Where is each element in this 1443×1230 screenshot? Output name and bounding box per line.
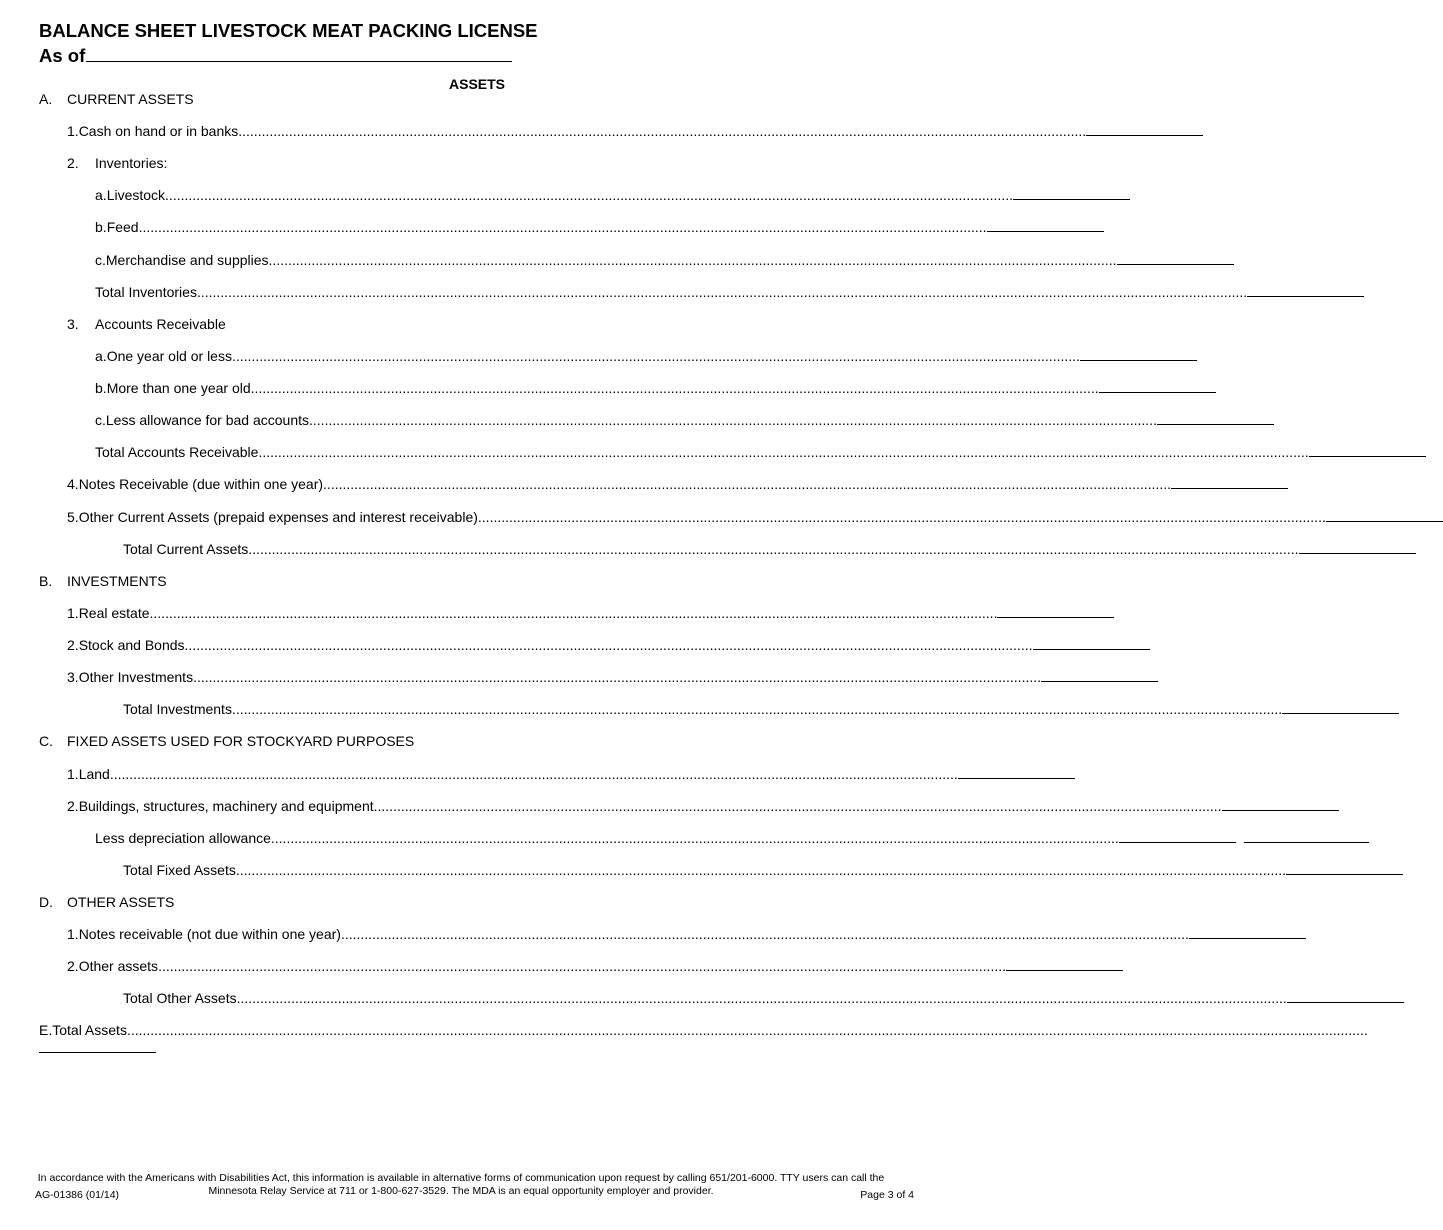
leader-dots: .......................................................................................................................................................................................................................... — [323, 476, 1171, 492]
ada-notice: In accordance with the Americans with Disabilities Act, this information is available in alternative forms of communication upon request by calling 651/201-6000. TTY users can call the Minnesota Relay Service at 711 or 1-800-627-3529. The MDA is an equal opportunity employer and provider. — [37, 1172, 885, 1197]
total-assets-amount-field[interactable] — [39, 1039, 156, 1053]
amount-field[interactable] — [1080, 347, 1197, 361]
line-total-investments: Total Investments .............................................................................................................................................................................................................................................................................. — [123, 700, 820, 718]
line-merchandise: c. Merchandise and supplies .......................................................................................................................................................................................................................... — [95, 251, 577, 269]
amount-field[interactable] — [1006, 957, 1123, 971]
line-stock-bonds: 2. Stock and Bonds .......................................................................................................................................................................................................................... — [67, 636, 702, 654]
line-feed: b. Feed .......................................................................................................................................................................................................................... — [95, 218, 578, 236]
amount-field[interactable] — [1326, 508, 1443, 522]
line-total-other-assets: Total Other Assets .............................................................................................................................................................................................................................................................................. — [123, 989, 829, 1007]
leader-dots: .......................................................................................................................................................................................................................... — [109, 766, 958, 782]
leader-dots: .......................................................................................................................................................................................................................... — [270, 830, 1119, 846]
amount-field[interactable] — [1013, 186, 1130, 200]
amount-field[interactable] — [1222, 797, 1339, 811]
amount-field[interactable] — [1299, 540, 1416, 554]
amount-field[interactable] — [1086, 122, 1203, 136]
leader-dots: .......................................................................................................................................................................................................................... — [165, 187, 1013, 203]
leader-dots: .......................................................................................................................................................................................................................... — [340, 926, 1189, 942]
amount-field[interactable] — [1286, 861, 1403, 875]
section-c-heading: C. FIXED ASSETS USED FOR STOCKYARD PURPOSES — [39, 733, 415, 749]
amount-field[interactable] — [1041, 668, 1158, 682]
page-number: Page 3 of 4 — [860, 1189, 914, 1201]
leader-dots: .......................................................................................................................................................................................................................... — [184, 637, 1033, 653]
line-other-current-assets: 5. Other Current Assets (prepaid expenses and interest receivable) .......................................................................................................................................................................................................................... — [67, 508, 697, 526]
line-total-accounts-receivable: Total Accounts Receivable .............................................................................................................................................................................................................................................................................. — [95, 443, 824, 461]
as-of-line — [39, 44, 512, 67]
amount-field[interactable] — [1117, 251, 1234, 265]
amount-field[interactable] — [1171, 475, 1288, 489]
line-total-current-assets: Total Current Assets .............................................................................................................................................................................................................................................................................. — [123, 540, 822, 558]
leader-dots: .......................................................................................................................................................................................................................... — [268, 252, 1117, 268]
section-b-heading: B. INVESTMENTS — [39, 573, 167, 589]
line-total-fixed-assets: Total Fixed Assets .............................................................................................................................................................................................................................................................................. — [123, 861, 821, 879]
line-other-assets: 2. Other assets .......................................................................................................................................................................................................................... — [67, 957, 707, 975]
line-accounts-receivable: 3. Accounts Receivable — [67, 316, 226, 332]
line-real-estate: 1. Real estate .......................................................................................................................................................................................................................... — [67, 604, 706, 622]
amount-field[interactable] — [1189, 925, 1306, 939]
line-cash: 1. Cash on hand or in banks .......................................................................................................................................................................................................................... — [67, 122, 701, 140]
amount-field[interactable] — [1287, 989, 1404, 1003]
leader-dots: .......................................................................................................................................................................................................................... — [149, 605, 998, 621]
leader-dots: .............................................................................................................................................................................................................................................................................. — [231, 701, 1283, 717]
leader-dots: .............................................................................................................................................................................................................................................................................. — [258, 444, 1309, 460]
amount-field[interactable] — [1157, 411, 1274, 425]
amount-field[interactable] — [1119, 829, 1236, 843]
section-a-heading: A. CURRENT ASSETS — [39, 91, 194, 107]
leader-dots: .............................................................................................................................................................................................................................................................................. — [248, 541, 1299, 557]
leader-dots: ............................................................................................................................................................................................................................................................................................................................... — [126, 1022, 1368, 1038]
amount-field[interactable] — [1099, 379, 1216, 393]
amount-field[interactable] — [1282, 700, 1399, 714]
net-amount-field[interactable] — [1244, 829, 1369, 843]
leader-dots: .............................................................................................................................................................................................................................................................................. — [236, 990, 1287, 1006]
as-of-label: As of — [39, 45, 86, 66]
amount-field[interactable] — [987, 218, 1104, 232]
line-land: 1. Land .......................................................................................................................................................................................................................... — [67, 765, 702, 783]
line-label: Cash on hand or in banks — [78, 123, 239, 139]
leader-dots: .......................................................................................................................................................................................................................... — [373, 798, 1222, 814]
line-notes-receivable: 4. Notes Receivable (due within one year) .......................................................................................................................................................................................................................... — [67, 475, 701, 493]
leader-dots: .......................................................................................................................................................................................................................... — [231, 348, 1080, 364]
line-bad-accounts: c. Less allowance for bad accounts .......................................................................................................................................................................................................................... — [95, 411, 571, 429]
amount-field[interactable] — [1033, 636, 1150, 650]
line-total-inventories: Total Inventories .............................................................................................................................................................................................................................................................................. — [95, 283, 824, 301]
line-depreciation: Less depreciation allowance .......................................................................................................................................................................................................................... — [95, 829, 706, 847]
line-one-year-or-less: a. One year old or less .......................................................................................................................................................................................................................... — [95, 347, 575, 365]
line-notes-not-due: 1. Notes receivable (not due within one year) .......................................................................................................................................................................................................................... — [67, 925, 703, 943]
assets-heading: ASSETS — [449, 76, 506, 92]
line-other-investments: 3. Other Investments .......................................................................................................................................................................................................................... — [67, 668, 703, 686]
form-id: AG-01386 (01/14) — [35, 1189, 120, 1201]
amount-field[interactable] — [958, 765, 1075, 779]
leader-dots: .......................................................................................................................................................................................................................... — [238, 123, 1087, 139]
leader-dots: .............................................................................................................................................................................................................................................................................. — [235, 862, 1287, 878]
leader-dots: .......................................................................................................................................................................................................................... — [138, 219, 987, 235]
amount-field[interactable] — [997, 604, 1114, 618]
leader-dots: .......................................................................................................................................................................................................................... — [158, 958, 1007, 974]
line-livestock: a. Livestock .......................................................................................................................................................................................................................... — [95, 186, 577, 204]
amount-field[interactable] — [1309, 443, 1426, 457]
line-total-assets: E. Total Assets ............................................................................................................................................................................................................................................................................................................................... — [39, 1022, 1368, 1038]
line-more-than-one-year: b. More than one year old .......................................................................................................................................................................................................................... — [95, 379, 574, 397]
leader-dots: .......................................................................................................................................................................................................................... — [477, 509, 1326, 525]
line-inventories: 2. Inventories: — [67, 155, 168, 171]
form-title: BALANCE SHEET LIVESTOCK MEAT PACKING LICENSE — [39, 20, 538, 41]
leader-dots: .............................................................................................................................................................................................................................................................................. — [196, 284, 1248, 300]
leader-dots: .......................................................................................................................................................................................................................... — [193, 669, 1042, 685]
section-d-heading: D. OTHER ASSETS — [39, 894, 175, 910]
leader-dots: .......................................................................................................................................................................................................................... — [309, 412, 1157, 428]
amount-field[interactable] — [1247, 283, 1364, 297]
leader-dots: .......................................................................................................................................................................................................................... — [250, 380, 1099, 396]
as-of-date-field[interactable] — [86, 44, 512, 62]
line-buildings: 2. Buildings, structures, machinery and equipment .......................................................................................................................................................................................................................... — [67, 797, 573, 815]
